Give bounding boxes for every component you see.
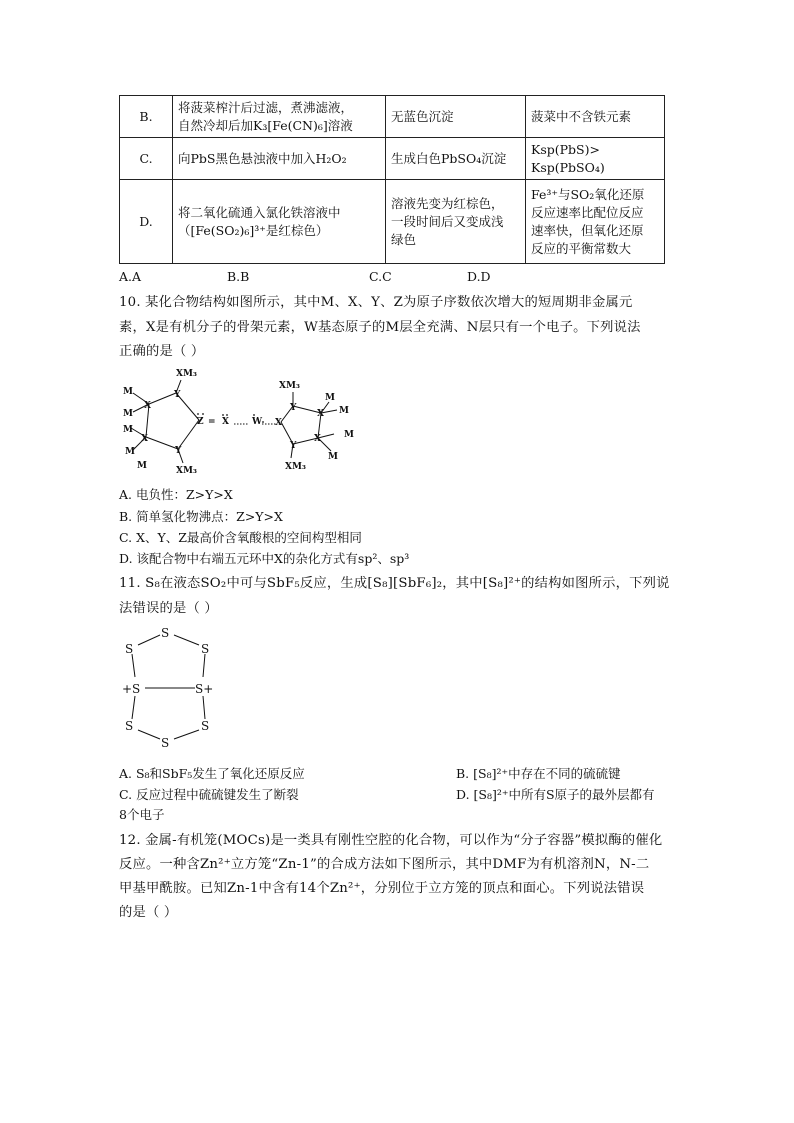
q11-option-d-continued: 8个电子 [119,807,165,822]
equals-sign: = [208,417,216,427]
q11-option-b: B. [S₈]²⁺中存在不同的硫硫键 [456,766,621,781]
y-atom: Y [290,441,297,451]
cell-line: 绿色 [391,231,417,247]
cell-line: 一段时间后又变成浅 [391,213,504,229]
q10-option-b: B. 简单氢化物沸点：Z>Y>X [119,509,283,524]
operation-cell [173,96,386,138]
m-atom: M [339,406,349,416]
m-atom: M [123,387,133,397]
y-atom: Y [290,403,297,413]
cell-line: 菠菜中不含铁元素 [531,108,632,124]
z-atom: Z [197,417,204,427]
q9-option-d: D.D [467,269,491,284]
cell-line: 将菠菜榨汁后过滤，煮沸滤液， [178,99,354,115]
cell-line: 反应的平衡常数大 [531,240,632,256]
sulfur-atom: S [161,626,170,640]
cell-line: Ksp(PbSO₄) [531,159,605,175]
table-row [120,96,665,138]
q10-option-c: C. X、Y、Z最高价含氧酸根的空间构型相同 [119,530,362,545]
row-label: B. [120,96,173,138]
cell-line: 向PbS黑色悬浊液中加入H₂O₂ [178,150,347,166]
x-atom: X [317,409,324,419]
row-label: D. [120,180,173,264]
phenomenon-cell [386,96,526,138]
cell-line: 生成白色PbSO₄沉淀 [391,150,507,166]
m-atom: M [125,447,135,457]
q10-option-a: A. 电负性：Z>Y>X [119,487,233,502]
operation-cell [173,180,386,264]
m-atom: M [137,461,147,471]
sulfur-atom: S [161,736,170,750]
row-label: C. [120,138,173,180]
table-row [120,138,665,180]
xm3-label: XM₃ [279,381,300,391]
m-atom: M [344,430,354,440]
phenomenon-cell [386,180,526,264]
q11-stem-line: 11. S₈在液态SO₂中可与SbF₅反应，生成[S₈][SbF₆]₂，其中[S₈]²⁺的结构如图所示，下列说 [119,576,670,591]
q12-stem-line: 12. 金属-有机笼(MOCs)是一类具有刚性空腔的化合物，可以作为“分子容器”模拟酶的催化 [119,833,663,848]
cell-line: 无蓝色沉淀 [391,108,454,124]
cell-line: 溶液先变为红棕色， [391,195,504,211]
q10-structure-figure [119,362,364,480]
q11-option-d: D. [S₈]²⁺中所有S原子的最外层都有 [456,787,655,802]
m-atom: M [123,425,133,435]
cell-line: Fe³⁺与SO₂氧化还原 [531,186,645,202]
cell-line: 反应速率比配位反应 [531,204,644,220]
conclusion-cell [526,138,665,180]
sulfur-atom: S [201,642,210,656]
m-atom: M [325,393,335,403]
x-atom: X [275,418,282,428]
phenomenon-cell [386,138,526,180]
q10-option-d: D. 该配合物中右端五元环中X的杂化方式有sp²、sp³ [119,551,410,566]
xm3-label: XM₃ [285,462,306,472]
q9-option-a: A.A [119,269,142,284]
q10-stem-line: 正确的是（ ） [119,344,205,359]
cell-line: （[Fe(SO₂)₆]³⁺是红棕色） [178,222,329,238]
m-atom: M [123,409,133,419]
q11-stem-line: 法错误的是（ ） [119,601,218,616]
conclusion-cell [526,96,665,138]
x-atom: X [222,417,229,427]
sulfur-atom: S [125,719,134,733]
q11-option-c: C. 反应过程中硫硫键发生了断裂 [119,787,299,802]
x-atom: X [144,401,151,411]
cell-line: 自然冷却后加K₃[Fe(CN)₆]溶液 [178,117,353,133]
x-atom: X [314,434,321,444]
xm3-label: XM₃ [176,466,197,476]
m-atom: M [328,452,338,462]
w-atom: W [252,417,263,427]
q9-option-b: B.B [227,269,250,284]
operation-cell [173,138,386,180]
sulfur-cation: S+ [195,682,214,696]
y-atom: Y [174,390,181,400]
q10-stem-line: 10. 某化合物结构如图所示，其中M、X、Y、Z为原子序数依次增大的短周期非金属元 [119,295,633,310]
experiment-table [119,95,665,264]
sulfur-atom: S [201,719,210,733]
q12-stem-line: 反应。一种含Zn²⁺立方笼“Zn-1”的合成方法如下图所示，其中DMF为有机溶剂N，N-二 [119,857,650,872]
s8-structure-figure [119,622,229,754]
table-row [120,180,665,264]
q10-stem-line: 素，X是有机分子的骨架元素，W基态原子的M层全充满、N层只有一个电子。下列说法 [119,320,641,335]
q11-option-a: A. S₈和SbF₅发生了氧化还原反应 [119,766,305,781]
cell-line: Ksp(PbS)> [531,141,600,157]
q12-stem-line: 甲基甲酰胺。已知Zn-1中含有14个Zn²⁺，分别位于立方笼的顶点和面心。下列说法错误 [119,881,645,896]
sulfur-atom: S [125,642,134,656]
sulfur-cation: +S [122,682,141,696]
y-atom: Y [175,446,182,456]
cell-line: 将二氧化硫通入氯化铁溶液中 [178,204,341,220]
cell-line: 速率快，但氧化还原 [531,222,644,238]
conclusion-cell [526,180,665,264]
xm3-label: XM₃ [176,369,197,379]
q12-stem-line: 的是（ ） [119,905,178,920]
x-atom: X [141,434,148,444]
q9-option-c: C.C [369,269,392,284]
